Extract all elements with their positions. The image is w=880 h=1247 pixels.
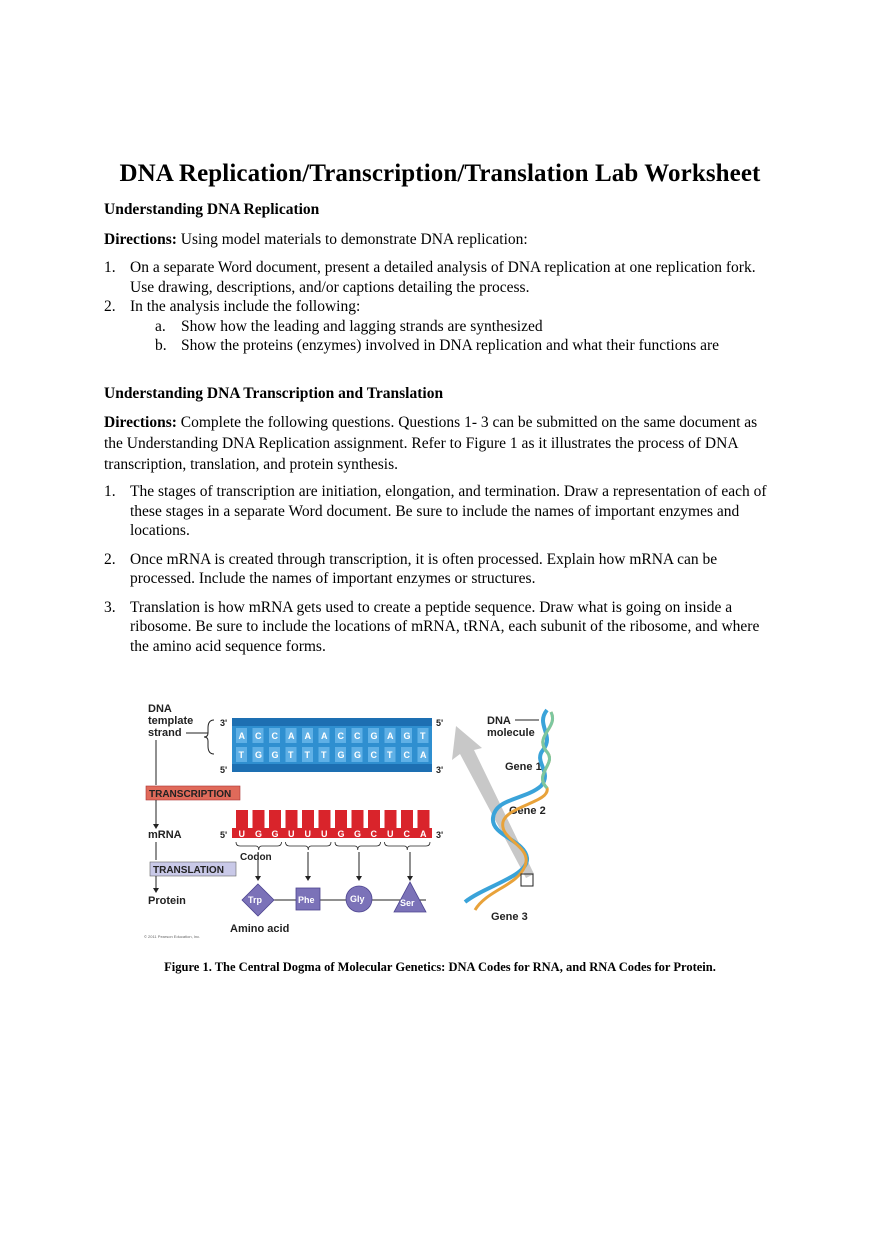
dna-bottom-base: T [238,750,244,760]
codon-arrowhead [255,876,261,881]
mrna-base-block [286,810,298,828]
codon-braces [236,842,430,850]
list-item-text: Once mRNA is created through transcription, it is often processed. Explain how mRNA can be processed. Include the names of important enzymes or structures. [130,550,718,587]
mrna-base: G [271,829,279,839]
mrna-base: U [321,829,328,839]
dna-bottom-base: C [370,750,377,760]
replication-directions [104,229,774,250]
sub-list-item-letter: a. [155,317,166,335]
dna-top-base: G [370,731,378,741]
dna-template-label-1: DNA [148,703,172,715]
dna-double-strand [232,718,432,772]
list-item [104,258,774,297]
mrna-base: C [403,829,410,839]
gene-3-label: Gene 3 [491,911,528,923]
codon-brace [385,842,431,850]
dna-bottom-5prime: 5' [220,765,228,775]
codon-brace [335,842,381,850]
sub-list-item [104,336,774,356]
dna-top-base: C [255,731,262,741]
replication-list [104,258,774,356]
mrna-base-block [385,810,397,828]
template-bracket [204,720,214,754]
mrna-base: U [387,829,394,839]
mrna-3prime: 3' [436,830,444,840]
list-item-number: 2. [104,550,116,568]
directions-label: Directions: [104,231,177,248]
amino-acid-gly-label: Gly [350,894,365,904]
protein-label: Protein [148,895,186,907]
codon-brace [236,842,282,850]
list-item-text: In the analysis include the following: [130,298,361,315]
list-item-number: 2. [104,298,116,315]
directions-text: Complete the following questions. Questions 1- 3 can be submitted on the same document as the Understanding DNA Replication assignment. Refer to Figure 1 as it illustrates the process of DNA transcription, translation, and protein synthesis. [104,414,758,473]
dna-top-base: A [304,731,311,741]
mrna-base: A [420,829,427,839]
dna-bottom-base: T [387,750,393,760]
dna-top-backbone [232,718,432,726]
dna-bottom-base: G [255,750,263,760]
dna-top-base: G [403,731,411,741]
mrna-base: U [238,829,245,839]
dna-top-base: A [288,731,295,741]
list-item-text: On a separate Word document, present a detailed analysis of DNA replication at one replication fork. Use drawing, descriptions, and/or captions detailing the process. [130,259,756,296]
list-item-number: 1. [104,483,116,500]
list-item-text: The stages of transcription are initiation, elongation, and termination. Draw a representation of each of these stages in a separate Word document. Be sure to include the names of important enzymes and locations. [130,483,767,539]
codon-arrowhead [356,876,362,881]
list-item [104,550,774,589]
mrna-base-block [319,810,331,828]
sub-list-item-text: Show the proteins (enzymes) involved in DNA replication and what their functions are [181,337,720,354]
dna-top-base: C [354,731,361,741]
mrna-base-block [368,810,380,828]
dna-top-base: C [337,731,344,741]
list-item-number: 3. [104,598,116,616]
directions-label: Directions: [104,414,177,431]
dna-top-base: A [238,731,245,741]
dna-bottom-base: T [321,750,327,760]
dna-helix-illustration [455,690,585,930]
amino-arrows [255,852,413,881]
dna-molecule-label-2: molecule [487,727,535,739]
dna-bottom-base: T [288,750,294,760]
mrna-base-block [302,810,314,828]
codon-arrowhead [407,876,413,881]
mrna-base: C [370,829,377,839]
dna-bottom-base: G [271,750,279,760]
amino-acid-ser-label: Ser [400,898,415,908]
directions-text: Using model materials to demonstrate DNA replication: [176,231,528,248]
section-replication-heading: Understanding DNA Replication [104,201,320,218]
mrna-base-block [236,810,248,828]
mrna-base-block [335,810,347,828]
list-item [104,297,774,317]
dna-top-base: A [321,731,328,741]
mrna-base: G [255,829,263,839]
list-item-text: Translation is how mRNA gets used to create a peptide sequence. Draw what is going on inside a ribosome. Be sure to include the locations of mRNA, tRNA, each subunit of the ribosome, and where the amino acid sequence forms. [130,598,760,655]
translation-label: TRANSLATION [153,865,224,876]
amino-acid-phe-label: Phe [298,895,315,905]
mrna-5prime: 5' [220,830,228,840]
codon-brace [286,842,332,850]
gene-2-label: Gene 2 [509,805,546,817]
list-item [104,598,774,657]
dna-bottom-backbone [232,764,432,772]
dna-template-label-3: strand [148,727,182,739]
amino-acid-label: Amino acid [230,923,290,935]
dna-bottom-base: T [304,750,310,760]
codon-label: Codon [240,852,272,863]
dna-bottom-base: C [403,750,410,760]
sub-list-item-text: Show how the leading and lagging strands are synthesized [181,317,543,335]
dna-top-base: A [387,731,394,741]
dna-top-3prime: 3' [220,718,228,728]
transcription-label: TRANSCRIPTION [149,789,232,800]
dna-bottom-3prime: 3' [436,765,444,775]
mrna-base: G [354,829,362,839]
mrna-base-block [418,810,430,828]
copyright-text: © 2011 Pearson Education, Inc. [144,934,201,939]
gene-1-label: Gene 1 [505,761,542,773]
mrna-base: U [304,829,311,839]
mrna-base-block [401,810,413,828]
list-item-number: 1. [104,259,116,276]
mrna-base-block [269,810,281,828]
mrna-label: mRNA [148,829,182,841]
dna-bottom-base: G [354,750,362,760]
dna-top-base: C [271,731,278,741]
transcription-directions [104,412,774,475]
section-transcription-heading: Understanding DNA Transcription and Translation [104,385,444,402]
amino-acid-trp-label: Trp [248,895,263,905]
mrna-base-block [253,810,265,828]
dna-template-label-2: template [148,715,194,727]
page-title: DNA Replication/Transcription/Translation Lab Worksheet [119,160,761,187]
mrna-base: U [288,829,295,839]
dna-top-5prime: 5' [436,718,444,728]
dna-bottom-base: A [420,750,427,760]
flow-arrowhead-4 [153,888,159,893]
mrna-base-block [352,810,364,828]
list-item [104,482,774,541]
sub-list-item [104,317,774,337]
helix-zoom-box [521,874,533,886]
sub-list-item-letter: b. [155,337,167,354]
codon-arrowhead [305,876,311,881]
dna-molecule-label-1: DNA [487,715,511,727]
dna-top-base: T [420,731,426,741]
transcription-list [104,482,774,656]
mrna-base: G [337,829,345,839]
dna-bottom-base: G [337,750,345,760]
figure-caption: Figure 1. The Central Dogma of Molecular Genetics: DNA Codes for RNA, and RNA Codes for Protein. [164,960,716,974]
